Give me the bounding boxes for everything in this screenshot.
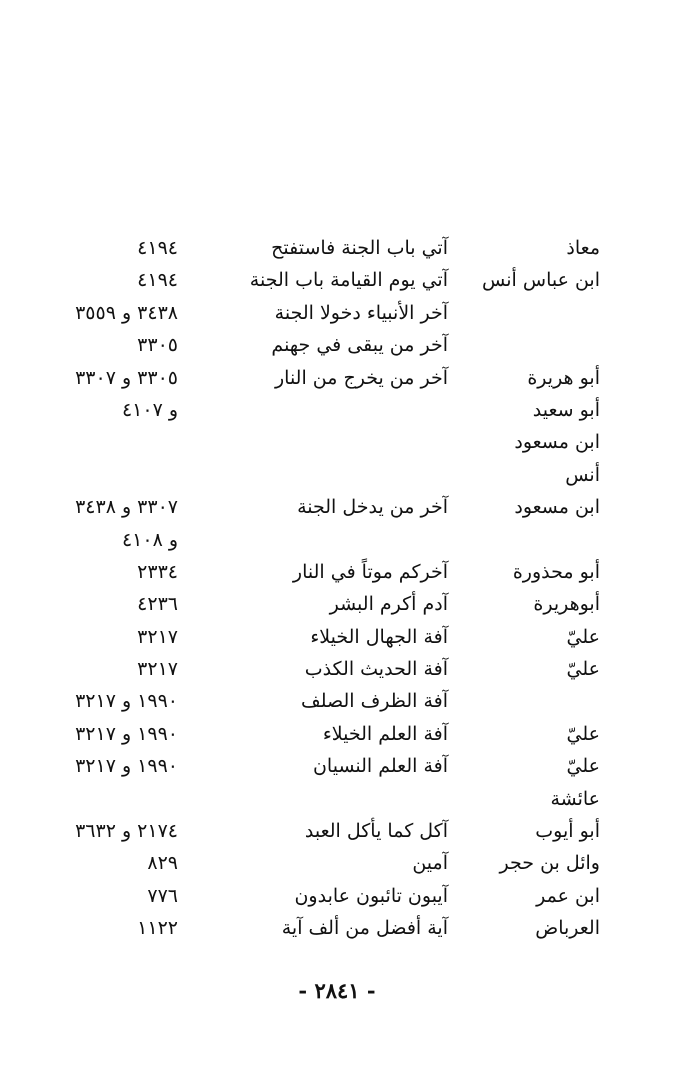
index-row [40, 588, 600, 620]
reference-numbers: ٣٣٠٥ [137, 334, 178, 357]
index-row [40, 783, 600, 815]
reference-numbers: ٤١٩٤ [137, 269, 178, 292]
reference-numbers: ٤١٩٤ [137, 237, 178, 259]
reference-numbers: و ٤١٠٨ [121, 528, 178, 551]
index-row [40, 264, 600, 296]
narrator-name: أبو محذورة [512, 560, 600, 583]
narrator-name: ابن عباس أنس [482, 269, 600, 292]
index-row [40, 232, 600, 264]
narrator-name: أبو هريرة [527, 366, 600, 389]
hadith-text: آخر من يخرج من النار [274, 366, 448, 389]
reference-numbers: ١٩٩٠ و ٣٢١٧ [75, 755, 178, 778]
index-row [40, 362, 600, 394]
hadith-text: آخر الأنبياء دخولا الجنة [274, 301, 448, 324]
reference-numbers: ١١٢٢ [137, 917, 178, 940]
narrator-name: ابن عمر [536, 884, 600, 907]
index-row [40, 329, 600, 361]
reference-numbers: ٤٢٣٦ [137, 593, 178, 616]
index-row [40, 653, 600, 685]
index-row [40, 718, 600, 750]
narrator-name: ابن مسعود [514, 496, 600, 519]
narrator-name: أبو أيوب [535, 820, 600, 843]
hadith-text: آخركم موتاً في النار [292, 560, 448, 583]
hadith-text: آكل كما يأكل العبد [304, 820, 448, 843]
index-row [40, 426, 600, 458]
hadith-text: آفة العلم الخيلاء [322, 722, 448, 745]
reference-numbers: ٣٣٠٧ و ٣٤٣٨ [75, 496, 178, 519]
reference-numbers: و ٤١٠٧ [121, 398, 178, 421]
index-row [40, 394, 600, 426]
reference-numbers: ٢٣٣٤ [137, 560, 178, 583]
hadith-text: آفة الحديث الكذب [304, 658, 448, 681]
narrator-name: عليّ [566, 722, 600, 745]
index-row [40, 880, 600, 912]
index-row [40, 524, 600, 556]
reference-numbers: ٣٣٠٥ و ٣٣٠٧ [75, 366, 178, 389]
hadith-text: آخر من يدخل الجنة [297, 496, 448, 519]
page-number: - ٢٨٤١ - [298, 978, 376, 1003]
narrator-name: أبو سعيد [532, 398, 600, 421]
hadith-text: آيبون تائبون عابدون [294, 884, 448, 907]
index-row [40, 297, 600, 329]
narrator-name: ابن مسعود [514, 431, 600, 454]
index-row [40, 815, 600, 847]
reference-numbers: ٣٢١٧ [137, 658, 178, 681]
narrator-name: عليّ [566, 755, 600, 778]
hadith-text: آفة العلم النسيان [312, 755, 448, 778]
hadith-text: آفة الجهال الخيلاء [310, 625, 448, 648]
narrator-name: معاذ [566, 237, 600, 259]
hadith-text: آتي باب الجنة فاستفتح [271, 237, 448, 259]
reference-numbers: ٣٤٣٨ و ٣٥٥٩ [75, 301, 178, 324]
index-row [40, 912, 600, 944]
index-row [40, 750, 600, 782]
index-row [40, 556, 600, 588]
hadith-text: آمين [412, 852, 448, 875]
narrator-name: أبوهريرة [533, 593, 600, 616]
reference-numbers: ٨٢٩ [147, 852, 178, 875]
hadith-text: آخر من يبقى في جهنم [271, 334, 448, 357]
index-row [40, 847, 600, 879]
hadith-text: آية أفضل من ألف آية [281, 917, 448, 940]
hadith-text: آفة الظرف الصلف [301, 690, 448, 713]
reference-numbers: ١٩٩٠ و ٣٢١٧ [75, 690, 178, 713]
reference-numbers: ٧٧٦ [147, 884, 178, 907]
narrator-name: عليّ [566, 658, 600, 681]
reference-numbers: ٣٢١٧ [137, 625, 178, 648]
narrator-name: وائل بن حجر [499, 852, 600, 875]
reference-numbers: ١٩٩٠ و ٣٢١٧ [75, 722, 178, 745]
hadith-index-table [40, 232, 600, 945]
narrator-name: عائشة [550, 787, 600, 810]
index-row [40, 459, 600, 491]
narrator-name: العرباض [535, 917, 600, 940]
index-row [40, 685, 600, 717]
reference-numbers: ٢١٧٤ و ٣٦٣٢ [75, 820, 178, 843]
hadith-text: آتي يوم القيامة باب الجنة [249, 269, 448, 292]
narrator-name: عليّ [566, 625, 600, 648]
index-row [40, 621, 600, 653]
hadith-text: آدم أكرم البشر [329, 593, 448, 616]
narrator-name: أنس [565, 463, 600, 486]
index-row [40, 491, 600, 523]
